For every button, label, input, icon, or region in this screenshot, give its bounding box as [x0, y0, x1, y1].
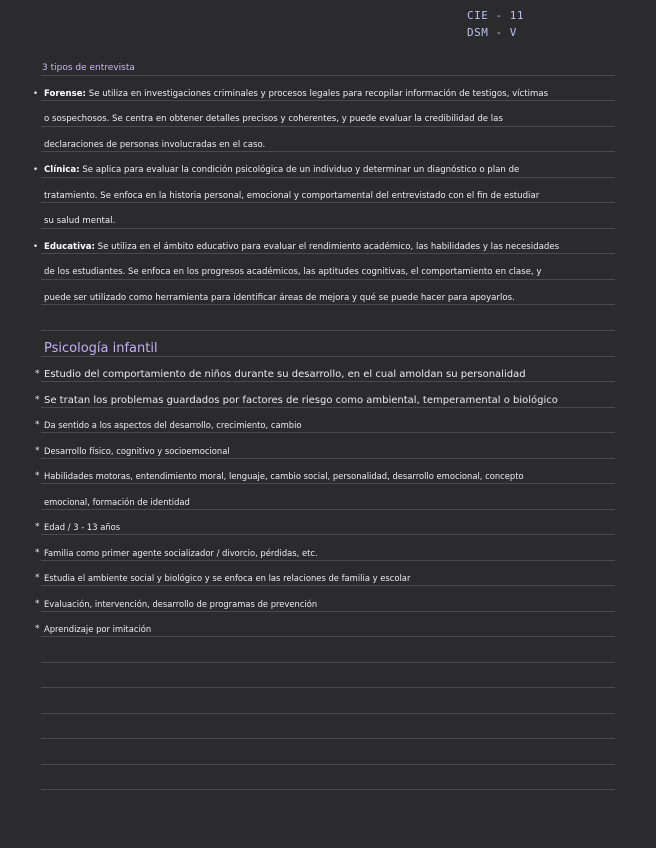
star-bullet: *	[35, 573, 40, 583]
ruled-line	[41, 534, 615, 535]
star-bullet: *	[35, 471, 40, 481]
ruled-line	[41, 764, 615, 765]
list-item-educativa-line1	[44, 241, 616, 253]
ruled-line	[41, 789, 615, 790]
star-bullet: *	[35, 522, 40, 532]
ruled-line	[41, 330, 615, 331]
ruled-line	[41, 407, 615, 408]
list-item-text: Da sentido a los aspectos del desarrollo, crecimiento, cambio	[44, 420, 302, 430]
ruled-line	[41, 279, 615, 280]
list-item-text: Estudio del comportamiento de niños durante su desarrollo, en el cual amoldan su personalidad	[44, 369, 526, 380]
ruled-line	[41, 228, 615, 229]
list-item-text: Evaluación, intervención, desarrollo de programas de prevención	[44, 599, 318, 609]
ruled-line	[41, 458, 615, 459]
ruled-line	[41, 483, 615, 484]
star-bullet: *	[35, 624, 40, 634]
ruled-line	[41, 253, 615, 254]
ruled-line	[41, 304, 615, 305]
list-item-text: Estudia el ambiente social y biológico y se enfoca en las relaciones de familia y escolar	[44, 573, 411, 583]
educativa-text-line2: de los estudiantes. Se enfoca en los progresos académicos, las aptitudes cognitivas, el comportamiento en clase, y	[44, 267, 542, 277]
ruled-line	[41, 177, 615, 178]
bullet-dot: •	[33, 165, 39, 175]
list-item-text-continued: emocional, formación de identidad	[44, 497, 190, 507]
list-item-text: Desarrollo físico, cognitivo y socioemocional	[44, 446, 230, 456]
list-item-clinica-line1	[44, 164, 616, 176]
ruled-line	[41, 713, 615, 714]
star-bullet: *	[35, 446, 40, 456]
clinica-text-line2: tratamiento. Se enfoca en la historia personal, emocional y comportamental del entrevistado con el fin de estudiar	[44, 191, 540, 201]
corner-note-dsm: DSM - V	[467, 26, 517, 39]
star-bullet: *	[35, 599, 40, 609]
star-bullet: *	[35, 395, 40, 405]
term-forense: Forense:	[44, 89, 86, 99]
section-heading-interview-types: 3 tipos de entrevista	[42, 63, 135, 73]
ruled-line	[41, 509, 615, 510]
forense-text-line1: Se utiliza en investigaciones criminales y procesos legales para recopilar información de testigos, víctimas	[88, 89, 549, 99]
ruled-line	[41, 687, 615, 688]
bullet-dot: •	[33, 89, 39, 99]
ruled-line	[41, 432, 615, 433]
list-item-text: Familia como primer agente socializador / divorcio, pérdidas, etc.	[44, 548, 318, 558]
ruled-line	[41, 126, 615, 127]
ruled-line	[41, 611, 615, 612]
term-educativa: Educativa:	[44, 242, 95, 252]
term-clinica: Clínica:	[44, 165, 80, 175]
ruled-line	[41, 560, 615, 561]
corner-note-cie: CIE - 11	[467, 9, 524, 22]
star-bullet: *	[35, 420, 40, 430]
ruled-line	[41, 585, 615, 586]
list-item-text: Aprendizaje por imitación	[44, 624, 152, 634]
ruled-line	[41, 151, 615, 152]
bullet-dot: •	[33, 242, 39, 252]
ruled-line	[41, 202, 615, 203]
section-heading-child-psychology: Psicología infantil	[44, 341, 158, 356]
educativa-text-line3: puede ser utilizado como herramienta para identificar áreas de mejora y qué se puede hacer para apoyarlos.	[44, 293, 515, 303]
ruled-line	[41, 636, 615, 637]
ruled-line	[41, 381, 615, 382]
list-item-text: Se tratan los problemas guardados por factores de riesgo como ambiental, temperamental o biológico	[44, 395, 558, 406]
list-item-text: Habilidades motoras, entendimiento moral, lenguaje, cambio social, personalidad, desarrollo emocional, concepto	[44, 471, 524, 481]
ruled-line	[41, 75, 615, 76]
list-item-forense-line1	[44, 88, 616, 100]
educativa-text-line1: Se utiliza en el ámbito educativo para evaluar el rendimiento académico, las habilidades y las necesidades	[97, 242, 560, 252]
ruled-line	[41, 100, 615, 101]
forense-text-line2: o sospechosos. Se centra en obtener detalles precisos y coherentes, y puede evaluar la credibilidad de las	[44, 114, 503, 124]
ruled-line	[41, 738, 615, 739]
star-bullet: *	[35, 369, 40, 379]
clinica-text-line1: Se aplica para evaluar la condición psicológica de un individuo y determinar un diagnóstico o plan de	[82, 165, 520, 175]
clinica-text-line3: su salud mental.	[44, 216, 116, 226]
ruled-line	[41, 662, 615, 663]
star-bullet: *	[35, 548, 40, 558]
list-item-text: Edad / 3 - 13 años	[44, 522, 121, 532]
forense-text-line3: declaraciones de personas involucradas en el caso.	[44, 140, 266, 150]
